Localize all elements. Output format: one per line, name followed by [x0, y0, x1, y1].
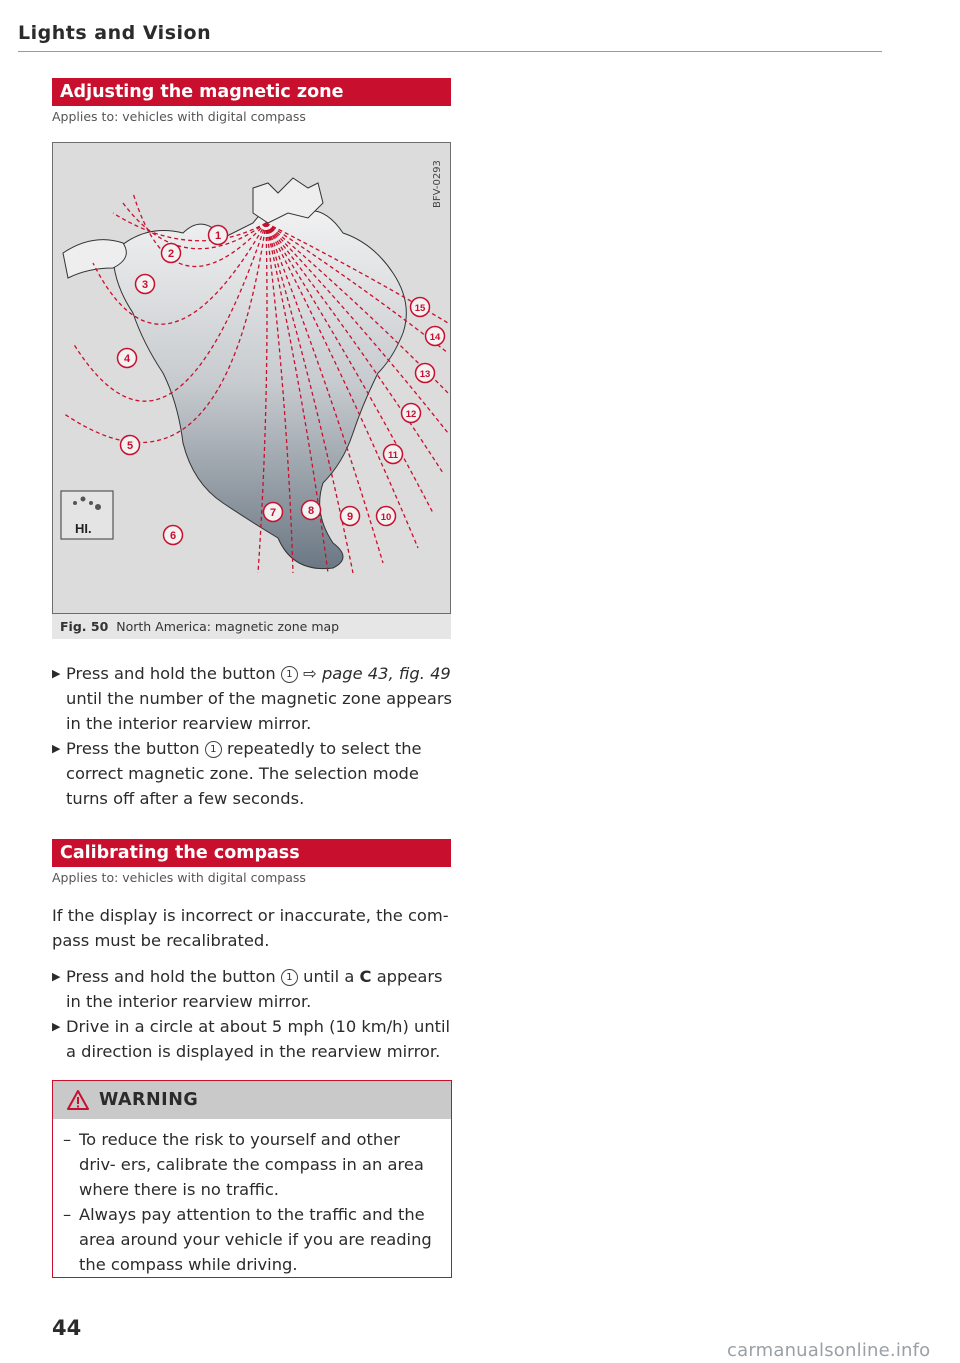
- calibrate-applies: Applies to: vehicles with digital compass: [52, 870, 306, 885]
- svg-text:14: 14: [429, 332, 441, 343]
- zone-label-14: [426, 327, 445, 346]
- hawaii-island: [81, 497, 86, 502]
- svg-text:6: 6: [169, 530, 177, 542]
- warning-box: [52, 1080, 452, 1278]
- calibrate-step-2: ▶ Drive in a circle at about 5 mph (10 km/h) until a direction is displayed in the rearview mirror.: [52, 1014, 457, 1064]
- hawaii-inset-label: HI.: [75, 521, 92, 536]
- svg-text:8: 8: [307, 505, 315, 517]
- magnetic-zone-step-2: ▶ Press the button 1 repeatedly to select the correct magnetic zone. The selection mode turns off after a few seconds.: [52, 736, 457, 811]
- button-1-ref: 1: [281, 666, 298, 683]
- calibrate-heading: Calibrating the compass: [52, 839, 451, 867]
- magnetic-zone-step-1: ▶ Press and hold the button 1 ⇨ page 43, fig. 49 until the number of the magnetic zone appears in the interior rearview mirror.: [52, 661, 457, 736]
- svg-text:13: 13: [419, 369, 431, 380]
- warning-triangle-icon: [67, 1090, 89, 1110]
- bullet-arrow-icon: ▶: [52, 1020, 61, 1033]
- bullet-arrow-icon: ▶: [52, 667, 61, 680]
- zone-label-13: [416, 364, 435, 383]
- zone-label-11: [384, 445, 403, 464]
- figure-caption-label: Fig. 50: [60, 619, 109, 634]
- bullet-arrow-icon: ▶: [52, 970, 61, 983]
- zone-label-12: [402, 404, 421, 423]
- figure-code: BFV-0293: [432, 160, 443, 208]
- figure-caption: [52, 614, 451, 639]
- magnetic-zone-heading: Adjusting the magnetic zone: [52, 78, 451, 106]
- calibration-symbol: C: [359, 967, 372, 986]
- magnetic-zone-map: [53, 143, 450, 613]
- magnetic-zone-map-figure: [52, 142, 451, 614]
- magnetic-zone-applies: Applies to: vehicles with digital compass: [52, 109, 306, 124]
- zone-label-2: [162, 244, 181, 263]
- page-reference-link[interactable]: page 43, fig. 49: [321, 664, 451, 683]
- bullet-arrow-icon: ▶: [52, 742, 61, 755]
- hawaii-island: [95, 504, 101, 510]
- warning-item-1: – To reduce the risk to yourself and other driv- ers, calibrate the compass in an area where there is no traffic.: [63, 1130, 424, 1199]
- svg-text:15: 15: [414, 303, 426, 314]
- zone-label-3: [136, 275, 155, 294]
- svg-text:9: 9: [346, 511, 354, 523]
- warning-title: WARNING: [99, 1090, 199, 1110]
- zone-label-15: [411, 298, 430, 317]
- section-title: Lights and Vision: [18, 22, 212, 44]
- calibrate-intro: If the display is incorrect or inaccurate, the com- pass must be recalibrated.: [52, 906, 449, 950]
- zone-label-9: [341, 507, 360, 526]
- zone-label-5: [121, 436, 140, 455]
- zone-label-7: [264, 503, 283, 522]
- hawaii-island: [73, 501, 77, 505]
- zone-label-8: [302, 501, 321, 520]
- page-number: 44: [52, 1316, 82, 1340]
- page-ref-arrow-icon: ⇨: [303, 664, 317, 683]
- watermark: carmanualsonline.info: [727, 1340, 931, 1361]
- svg-text:10: 10: [380, 512, 392, 523]
- zone-label-1: [209, 226, 228, 245]
- svg-text:5: 5: [126, 440, 134, 452]
- calibrate-step-1: ▶ Press and hold the button 1 until a C appears in the interior rearview mirror.: [52, 964, 457, 1014]
- zone-label-6: [164, 526, 183, 545]
- zone-label-4: [118, 349, 137, 368]
- header-rule: [18, 51, 882, 52]
- svg-text:7: 7: [269, 507, 277, 519]
- svg-text:3: 3: [141, 279, 149, 291]
- figure-caption-text: North America: magnetic zone map: [116, 619, 340, 634]
- svg-text:1: 1: [214, 230, 222, 242]
- hawaii-island: [89, 501, 93, 505]
- svg-text:12: 12: [405, 409, 417, 420]
- warning-item-2: – Always pay attention to the traffic and the area around your vehicle if you are reading the compass while driving.: [63, 1205, 432, 1274]
- warning-header: [53, 1081, 451, 1119]
- svg-text:11: 11: [387, 450, 399, 461]
- button-1-ref: 1: [205, 741, 222, 758]
- svg-text:4: 4: [123, 353, 131, 365]
- svg-text:2: 2: [167, 248, 175, 260]
- zone-label-10: [377, 507, 396, 526]
- north-america-landmass: [113, 198, 406, 569]
- button-1-ref: 1: [281, 969, 298, 986]
